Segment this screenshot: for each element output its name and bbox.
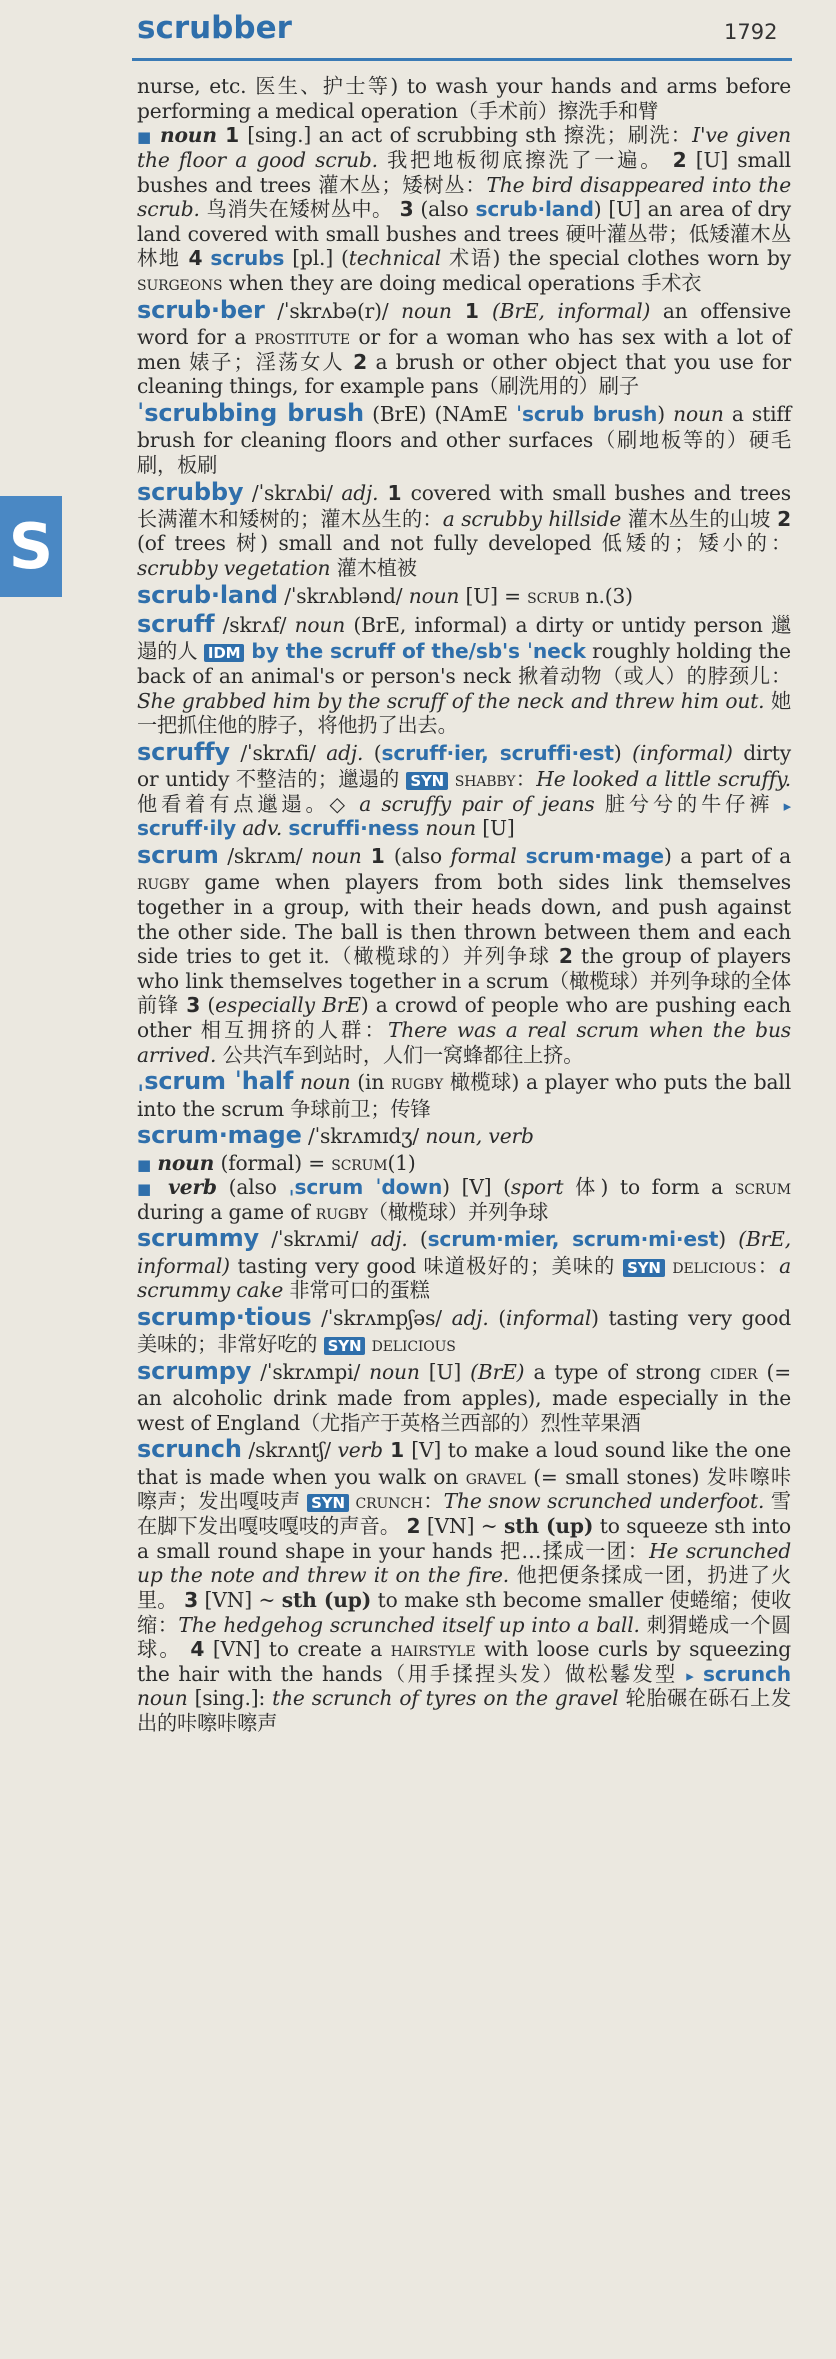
entry-text: The bird disappeared into the scrub. — [137, 172, 791, 222]
entry-text: 轮胎碾在砾石上发出的咔嚓咔嚓声 — [137, 1686, 791, 1736]
arrow-icon: ▸ — [686, 1666, 694, 1685]
entry-text: sport — [510, 1175, 564, 1200]
entry-text: noun — [293, 1070, 351, 1095]
entry-text: noun — [369, 1359, 420, 1384]
entry-text: 橄榄球) a player who puts the ball into the scrum 争球前卫；传锋 — [137, 1070, 791, 1121]
entry-scrubby — [137, 478, 791, 581]
entry-text: ( — [363, 740, 382, 765]
headword: scrummy — [137, 1224, 260, 1253]
entry-text: rugby — [390, 1070, 444, 1095]
entry-text: verb — [168, 1175, 217, 1200]
entry-text: adj. — [370, 1227, 408, 1252]
entry-text: 公共汽车到站时，人们一窝蜂都往上挤。 — [216, 1042, 584, 1067]
headword: scruff — [137, 609, 215, 638]
entry-text: 雪在脚下发出嘎吱嘎吱的声音。 — [137, 1489, 791, 1538]
entry-text: ) [U] an area of dry land covered with small bushes and trees 硬叶灌丛带；低矮灌木丛林地 — [137, 197, 791, 271]
entry-text: scrum — [331, 1150, 388, 1175]
entry-scruffy — [137, 738, 791, 841]
entry-text: ： — [515, 767, 537, 792]
entry-text: 3 — [186, 993, 201, 1018]
entry-text: 1 — [382, 1438, 412, 1463]
entry-scrub-noun — [137, 123, 791, 295]
entry-text: scrubby vegetation — [137, 556, 331, 581]
entry-text: adj. — [326, 740, 364, 765]
entry-text: scrubs — [210, 246, 285, 271]
entry-text: 我把地板彻底擦洗了一遍。 — [377, 147, 664, 172]
entry-text: (= an alcoholic drink made from apples), made especially in the west of England（尤指产于英格兰西部的）烈性苹果酒 — [137, 1359, 791, 1435]
entry-text: noun — [311, 843, 362, 868]
dictionary-column — [137, 74, 791, 1736]
entry-text: noun — [157, 1150, 215, 1175]
entry-text: verb — [337, 1438, 383, 1463]
entry-text: roughly holding the back of an animal's or person's neck 揪着动物（或人）的脖颈儿： — [137, 639, 791, 688]
entry-text: a stiff brush for cleaning floors and other surfaces（刷地板等的）硬毛刷，板刷 — [137, 401, 792, 477]
entry-text: /ˈskrʌbə(r)/ — [264, 298, 402, 323]
entry-text: scrum·mage — [516, 843, 664, 868]
entry-text: 1 — [451, 298, 492, 323]
headword: scrumpy — [137, 1356, 252, 1385]
headword: scrunch — [137, 1435, 242, 1464]
entry-text: to squeeze sth into a small round shape in your hands 把…揉成一团： — [137, 1514, 791, 1563]
entry-text: the group of players who link themselves together in a scrum（橄榄球）并列争球的全体前锋 — [137, 944, 791, 1018]
entry-text: rugby — [137, 870, 190, 895]
entry-text: 1 — [216, 123, 248, 148]
entry-text: ) a part of a — [663, 843, 791, 868]
page-number: 1792 — [724, 20, 778, 44]
entry-text: 2 — [558, 944, 573, 969]
entry-text: 灌木丛生的山坡 — [621, 506, 778, 531]
entry-scruff — [137, 610, 791, 738]
entry-scrummage — [137, 1121, 791, 1150]
entry-scrumptious — [137, 1303, 791, 1357]
entry-text: 4 — [190, 1637, 205, 1662]
entry-text: [pl.] ( — [284, 246, 349, 271]
headword: scrub·land — [137, 580, 278, 609]
page-header — [0, 0, 836, 62]
entry-text: scrum — [734, 1175, 791, 1200]
entry-text: ) [V] ( — [442, 1175, 511, 1200]
entry-text: [sing.]: — [187, 1686, 273, 1711]
entry-text: 2 — [353, 349, 367, 374]
headword: scrump·tious — [137, 1303, 312, 1331]
entry-text: ： — [422, 1489, 444, 1514]
entry-text: scrub — [527, 583, 580, 608]
entry-text: sth (up) — [281, 1587, 372, 1612]
entry-text: shabby — [448, 767, 516, 792]
entry-text: [U] small bushes and trees 灌木丛；矮树丛： — [137, 147, 791, 197]
entry-text: /ˈskrʌmpi/ — [251, 1359, 370, 1384]
entry-text: 非常可口的蛋糕 — [283, 1278, 430, 1303]
entry-text: (BrE) — [470, 1359, 525, 1384]
entry-text: （橄榄球）并列争球 — [367, 1199, 549, 1224]
entry-text: [U] — [475, 816, 515, 841]
entry-text: 1 — [378, 480, 411, 505]
entry-text: /skrʌntʃ/ — [241, 1438, 338, 1463]
thumb-index-tab: S — [0, 496, 62, 597]
entry-text: by the scruff of the/sb's ˈneck — [244, 639, 586, 664]
entry-text: especially BrE — [215, 993, 361, 1018]
entry-text: [U] — [419, 1359, 471, 1384]
entry-text: [U] = — [459, 583, 528, 608]
entry-text: (of trees 树) small and not fully developed 低矮的；矮小的： — [137, 531, 791, 556]
entry-text: (= small stones) 发咔嚓咔嚓声；发出嘎吱声 — [137, 1464, 792, 1514]
running-head: scrubber — [137, 10, 292, 46]
entry-text: 2 — [406, 1514, 421, 1538]
entry-text: /ˈskrʌfi/ — [229, 740, 327, 765]
entry-text: /ˈskrʌmi/ — [259, 1227, 371, 1252]
entry-text: (also — [393, 843, 451, 868]
square-bullet-icon: ■ — [137, 1155, 152, 1174]
entry-text: surgeons — [137, 271, 223, 296]
entry-text: 4 — [188, 246, 203, 271]
entry-text: delicious — [672, 1253, 757, 1278]
entry-text: He looked a little scruffy. — [536, 767, 792, 792]
entry-text: delicious — [365, 1332, 456, 1357]
entry-text: He scrunched up the note and threw it on the fire. — [137, 1538, 791, 1588]
entry-scrum — [137, 841, 791, 1067]
entry-text: with loose curls by squeezing the hair with the hands（用手揉捏头发）做松鬈发型 — [137, 1637, 792, 1686]
entry-text: ˌscrum ˈdown — [288, 1175, 443, 1200]
entry-text: game when players from both sides link themselves together in a group, with their heads down, and push against the other side. The ball is then thrown between them and each side tries to get it.（橄榄球的）并列争球 — [137, 870, 791, 969]
entry-text: The snow scrunched underfoot. — [443, 1489, 765, 1514]
entry-text: noun — [401, 298, 452, 323]
entry-text: the scrunch of tyres on the gravel — [272, 1686, 619, 1711]
entry-text: /ˈskrʌblənd/ — [277, 583, 409, 608]
entry-text: or for a woman who has sex with a lot of men 婊子；淫荡女人 — [137, 325, 791, 374]
entry-text: scrunch — [693, 1661, 791, 1686]
entry-text: (1) — [387, 1150, 416, 1175]
headword: scrubby — [137, 477, 244, 506]
square-bullet-icon: ■ — [137, 128, 153, 147]
entry-text: hairstyle — [390, 1637, 476, 1662]
entry-text: formal — [450, 843, 517, 868]
entry-text: ) — [613, 740, 633, 765]
entry-text: gravel — [465, 1464, 526, 1489]
entry-text: (BrE, informal) — [137, 1227, 791, 1278]
header-rule — [132, 58, 792, 61]
entry-text: 他看着有点邋遢。◇ — [137, 791, 360, 816]
entry-text: ： — [756, 1253, 780, 1278]
entry-text: rugby — [315, 1199, 368, 1224]
idiom-label: IDM — [204, 644, 245, 662]
entry-text: prostitute — [254, 325, 350, 350]
entry-text: adj. — [451, 1306, 489, 1330]
arrow-icon: ▸ — [783, 796, 791, 815]
entry-text: (formal) = — [214, 1150, 332, 1175]
synonym-label: SYN — [307, 1494, 349, 1512]
entry-text: a brush or other object that you use for cleaning things, for example pans（刷洗用的）刷子 — [137, 349, 791, 399]
entry-text: [VN] ~ — [198, 1587, 282, 1612]
entry-text: [V] to make a loud sound like the one that is made when you walk on — [137, 1438, 792, 1489]
entry-text: ) a crowd of people who are pushing each other 相互拥挤的人群： — [137, 993, 792, 1043]
headword: scrub·ber — [137, 295, 265, 324]
entry-text: 脏兮兮的牛仔裤 — [594, 791, 784, 816]
entry-text: during a game of — [137, 1199, 316, 1224]
entry-scrummy — [137, 1224, 791, 1303]
entry-text: [sing.] an act of scrubbing sth 擦洗；刷洗： — [247, 123, 693, 148]
entry-text: (also — [413, 197, 476, 222]
entry-text: 2 — [777, 506, 791, 531]
entry-text: a scrubby hillside — [442, 506, 622, 531]
entry-text: (BrE, informal) a dirty or untidy person 邋遢的人 — [137, 612, 791, 664]
entry-text: 灌木植被 — [330, 556, 417, 581]
entry-text: dirty or untidy 不整洁的；邋遢的 — [137, 740, 791, 792]
entry-text: (in — [350, 1070, 391, 1095]
entry-text: scrum·mier, scrum·mi·est — [427, 1227, 719, 1252]
entry-text: There was a real scrum when the bus arrived. — [137, 1018, 792, 1067]
entry-text: ˈscrub brush — [515, 401, 658, 426]
entry-text: 体) to form a — [563, 1175, 735, 1200]
entry-text: noun — [408, 583, 460, 608]
entry-scrum-half — [137, 1067, 791, 1121]
entry-text: ( — [200, 993, 216, 1018]
entry-text: /ˈskrʌmɪdʒ/ — [301, 1124, 426, 1149]
entry-text: 他把便条揉成一团，扔进了火里。 — [137, 1563, 791, 1612]
entry-scrunch — [137, 1435, 791, 1735]
entry-text: The hedgehog scrunched itself up into a ball. — [178, 1612, 640, 1637]
entry-text: a type of strong — [524, 1359, 710, 1384]
entry-text: noun — [294, 612, 346, 637]
entry-text: ) tasting very good 美味的；非常好吃的 — [137, 1306, 792, 1357]
entry-continuation — [137, 74, 791, 123]
entry-text: 她一把抓住他的脖子，将他扔了出去。 — [137, 688, 791, 738]
entry-text: scruff·ier, scruffi·est — [381, 740, 614, 765]
entry-text: noun — [419, 816, 476, 841]
entry-text: a scrummy cake — [137, 1253, 791, 1303]
entry-text: ) — [718, 1227, 739, 1252]
entry-text: scruff·ily — [137, 816, 237, 841]
entry-text: She grabbed him by the scruff of the neck and threw him out. — [137, 688, 765, 713]
entry-text: 刺猬蜷成一个圆球。 — [137, 1612, 791, 1662]
entry-text: tasting very good 味道极好的；美味的 — [229, 1253, 624, 1278]
entry-text: informal — [505, 1306, 592, 1330]
entry-text: 鸟消失在矮树丛中。 — [199, 197, 393, 222]
entry-text: nurse, etc. 医生、护士等) to wash your hands and arms before performing a medical operation（手术前）擦洗手和臂 — [137, 74, 791, 123]
headword: scrum·mage — [137, 1121, 302, 1150]
entry-text: when they are doing medical operations 手术衣 — [222, 271, 702, 296]
entry-scrumpy — [137, 1357, 791, 1436]
headword: ˈscrubbing brush — [137, 398, 364, 427]
entry-text: (BrE) (NAmE — [363, 401, 516, 426]
entry-text: 术语) the special clothes worn by — [441, 246, 791, 271]
entry-text: adj. — [341, 480, 379, 505]
headword: scruffy — [137, 737, 230, 766]
entry-scrubbing-brush — [137, 399, 791, 478]
headword: ˌscrum ˈhalf — [137, 1067, 294, 1096]
entry-scrummage-noun — [137, 1151, 791, 1176]
entry-text: /skrʌm/ — [218, 843, 312, 868]
entry-text: (also — [216, 1175, 289, 1200]
headword: scrum — [137, 840, 219, 869]
entry-text: scruffi·ness — [288, 816, 420, 841]
entry-text: (informal) — [632, 740, 733, 765]
entry-text: an offensive word for a — [137, 298, 791, 350]
entry-text: noun — [137, 1686, 188, 1711]
entry-text: adv. — [236, 816, 289, 841]
synonym-label: SYN — [324, 1337, 366, 1355]
entry-text: technical — [348, 246, 442, 271]
entry-text: /ˈskrʌmpʃəs/ — [311, 1306, 452, 1330]
entry-text: 2 — [672, 147, 687, 172]
entry-text: (BrE, informal) — [491, 298, 651, 323]
entry-text: noun, verb — [425, 1124, 534, 1149]
entry-scrummage-verb — [137, 1175, 791, 1224]
synonym-label: SYN — [406, 772, 448, 790]
entry-text: 1 — [361, 843, 394, 868]
entry-text: ( — [407, 1227, 428, 1252]
entry-scrubber — [137, 296, 791, 399]
synonym-label: SYN — [623, 1259, 665, 1277]
entry-text: a scruffy pair of jeans — [359, 791, 595, 816]
entry-text: cider — [709, 1359, 758, 1384]
square-bullet-icon: ■ — [137, 1180, 157, 1199]
entry-text: sth (up) — [504, 1514, 594, 1538]
entry-text: 3 — [399, 197, 414, 222]
entry-text: [VN] ~ — [420, 1514, 504, 1538]
entry-text: n.(3) — [579, 583, 633, 608]
entry-text: I've given the floor a good scrub. — [137, 123, 791, 172]
entry-text: ) — [657, 401, 674, 426]
entry-text: covered with small bushes and trees 长满灌木和矮树的；灌木丛生的： — [137, 480, 791, 531]
entry-text: /ˈskrʌbi/ — [243, 480, 342, 505]
entry-text: [VN] to create a — [204, 1637, 391, 1662]
entry-text: noun — [673, 401, 724, 426]
entry-text: to make sth become smaller 使蜷缩；使收缩： — [137, 1587, 792, 1637]
entry-text: crunch — [355, 1489, 423, 1514]
entry-text: scrub·land — [475, 197, 594, 222]
entry-text: noun — [159, 123, 217, 148]
entry-text: ( — [488, 1306, 506, 1330]
entry-text: 3 — [184, 1587, 199, 1612]
entry-scrubland — [137, 581, 791, 610]
entry-text: /skrʌf/ — [214, 612, 295, 637]
